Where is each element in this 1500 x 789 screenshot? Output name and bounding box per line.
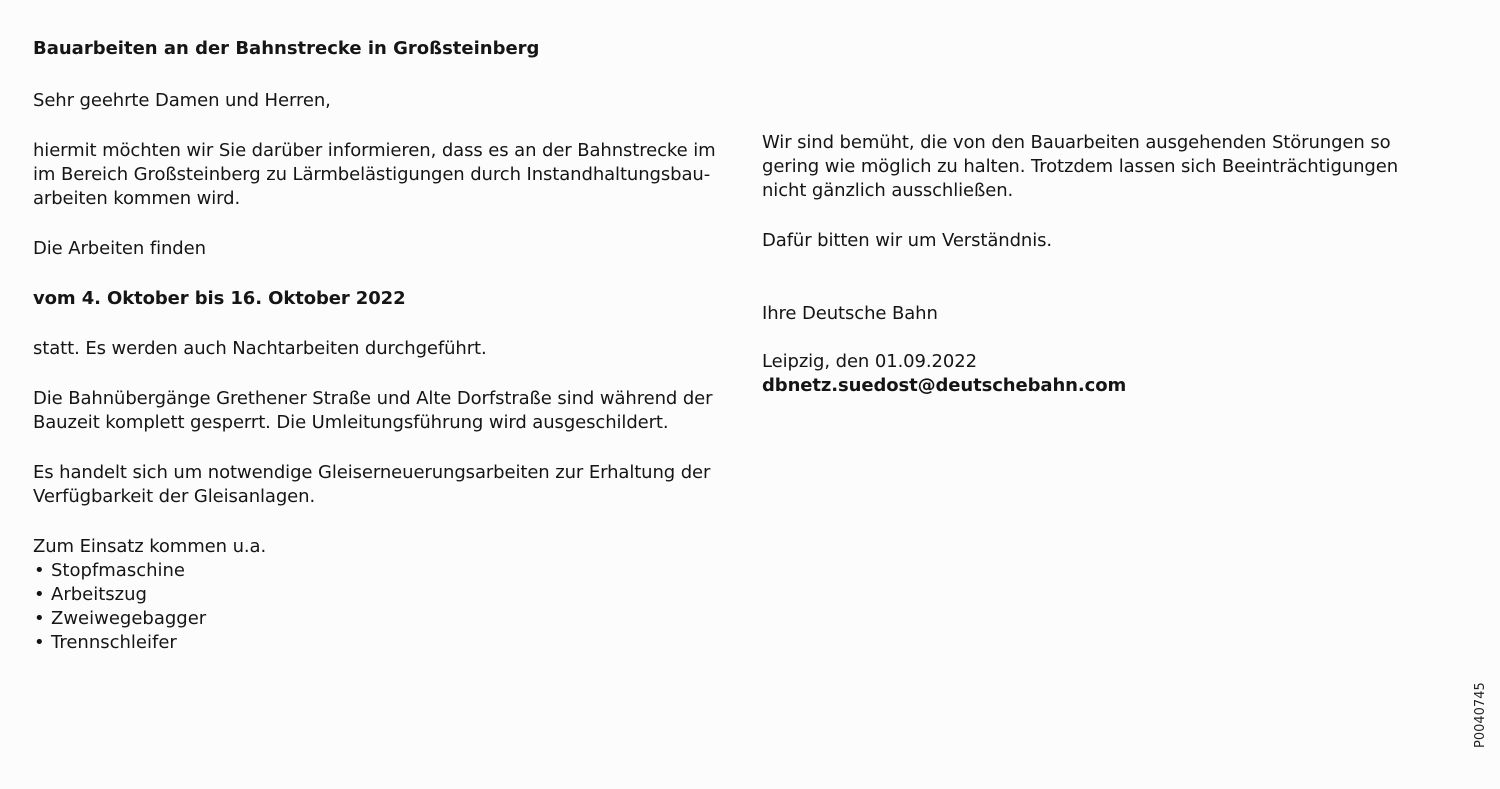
list-item — [33, 559, 733, 583]
date-range: vom 4. Oktober bis 16. Oktober 2022 — [33, 288, 406, 309]
bullet-icon: • — [34, 632, 45, 653]
crossings-paragraph: Die Bahnübergänge Grethener Straße und Alte Dorfstraße sind während der Bauzeit komplett gesperrt. Die Umleitungsführung wird ausgeschildert. — [33, 388, 713, 433]
list-item — [33, 583, 733, 607]
bullet-icon: • — [34, 584, 45, 605]
place-date: Leipzig, den 01.09.2022 — [762, 351, 977, 372]
bullet-icon: • — [34, 560, 45, 581]
right-column — [762, 131, 1422, 398]
equipment-item-label: Trennschleifer — [51, 632, 177, 653]
disturbance-paragraph: Wir sind bemüht, die von den Bauarbeiten ausgehenden Störungen so gering wie möglich zu halten. Trotzdem lassen sich Beeinträchtigungen nicht gänzlich ausschließen. — [762, 132, 1399, 201]
list-item — [33, 631, 733, 655]
understanding-text: Dafür bitten wir um Verständnis. — [762, 230, 1053, 251]
bullet-icon: • — [34, 608, 45, 629]
contact-email: dbnetz.suedost@deutschebahn.com — [762, 375, 1127, 396]
document-code — [1470, 682, 1488, 748]
intro-paragraph: hiermit möchten wir Sie darüber informieren, dass es an der Bahnstrecke im im Bereich Großsteinberg zu Lärmbelästigungen durch Instandhaltungsbau- arbeiten kommen wird. — [33, 140, 716, 209]
equipment-item-label: Arbeitszug — [51, 584, 147, 605]
document-code-text: P0040745 — [1473, 682, 1488, 748]
purpose-paragraph: Es handelt sich um notwendige Gleiserneuerungsarbeiten zur Erhaltung der Verfügbarkeit der Gleisanlagen. — [33, 462, 711, 507]
signature: Ihre Deutsche Bahn — [762, 303, 938, 324]
letter-title: Bauarbeiten an der Bahnstrecke in Großsteinberg — [33, 38, 540, 59]
equipment-intro: Zum Einsatz kommen u.a. — [33, 536, 267, 557]
greeting: Sehr geehrte Damen und Herren, — [33, 90, 331, 111]
equipment-item-label: Stopfmaschine — [51, 560, 185, 581]
equipment-item-label: Zweiwegebagger — [51, 608, 207, 629]
night-work-text: statt. Es werden auch Nachtarbeiten durchgeführt. — [33, 338, 487, 359]
equipment-list — [33, 559, 733, 655]
work-intro-text: Die Arbeiten finden — [33, 238, 206, 259]
left-column — [33, 37, 733, 655]
list-item — [33, 607, 733, 631]
